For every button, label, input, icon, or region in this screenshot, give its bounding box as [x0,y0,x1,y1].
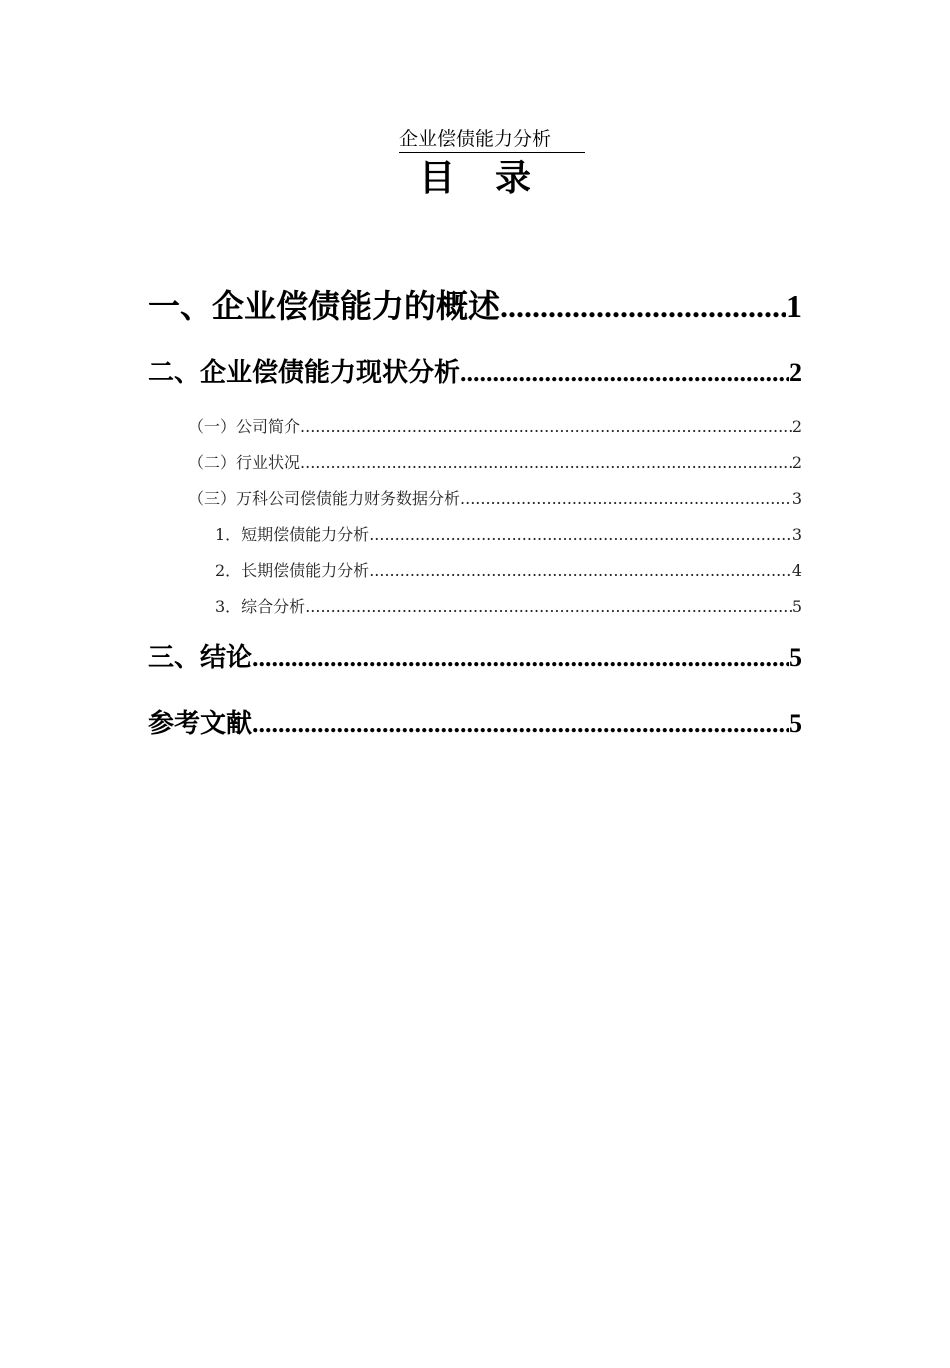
toc-entry-conclusion[interactable] [148,640,802,676]
toc-entry-label: 3．综合分析 [215,597,306,616]
toc-entry-label: 三、结论 [148,643,253,673]
toc-entry-references[interactable] [148,706,802,742]
toc-entry-short-term-solvency[interactable] [215,524,802,546]
toc-entry-label: （二）行业状况 [188,453,301,472]
toc-entry-industry-status[interactable] [188,452,802,474]
toc-entry-label: 1．短期偿债能力分析 [215,525,370,544]
toc-entry-label: 参考文献 [148,709,253,739]
toc-page-number: 2 [791,453,802,472]
toc-entry-label: （一）公司简介 [188,417,301,436]
toc-leader-dots [252,640,789,676]
toc-leader-dots [252,706,789,742]
toc-page-number: 5 [791,597,802,616]
toc-leader-dots [305,596,792,618]
document-subject-header [0,126,950,153]
toc-entry-label: （三）万科公司偿债能力财务数据分析 [188,489,461,508]
toc-title: 目录 [418,158,571,199]
toc-entry-label: 一、企业偿债能力的概述 [148,287,501,325]
toc-entry-current-analysis[interactable] [148,355,802,391]
toc-page-number: 4 [791,561,802,580]
toc-entry-financial-data-analysis[interactable] [188,488,802,510]
toc-page-number: 2 [789,358,802,387]
toc-page-number: 3 [791,525,802,544]
toc-leader-dots [300,416,792,438]
toc-page-number: 3 [791,489,802,508]
toc-entry-label: 二、企业偿债能力现状分析 [148,358,461,388]
toc-leader-dots [460,355,789,391]
toc-entry-comprehensive-analysis[interactable] [215,596,802,618]
document-subject-text: 企业偿债能力分析 [399,126,585,153]
toc-entry-company-profile[interactable] [188,416,802,438]
toc-leader-dots [369,524,792,546]
toc-leader-dots [369,560,792,582]
toc-leader-dots [300,452,792,474]
toc-page-number: 1 [786,288,802,324]
toc-entry-label: 2．长期偿债能力分析 [215,561,370,580]
toc-leader-dots [460,488,792,510]
toc-entry-long-term-solvency[interactable] [215,560,802,582]
toc-page-number: 5 [789,709,802,738]
toc-leader-dots [500,284,786,328]
toc-entry-overview[interactable] [148,284,802,328]
toc-page-number: 5 [789,643,802,672]
toc-page-number: 2 [791,417,802,436]
